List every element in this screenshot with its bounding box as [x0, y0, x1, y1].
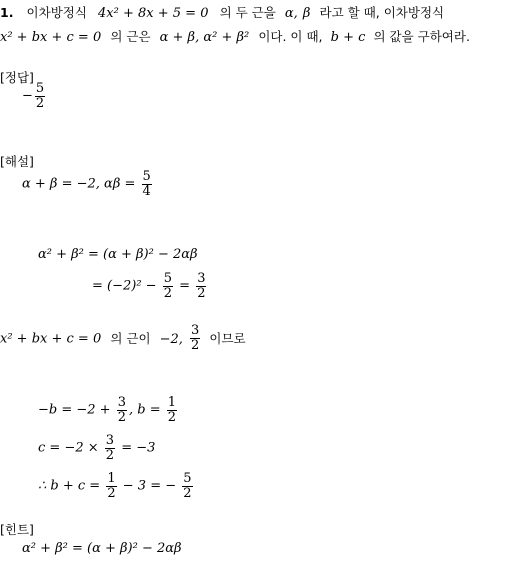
solution-text: 이므로 — [209, 330, 246, 346]
numerator: 3 — [197, 271, 206, 286]
problem-text: 의 값을 구하여라. — [373, 29, 470, 44]
fraction — [190, 324, 200, 352]
fraction — [117, 396, 127, 424]
denominator: 2 — [191, 337, 200, 353]
numerator: 5 — [183, 471, 192, 486]
solution-text: 의 근이 — [110, 330, 151, 346]
answer-value — [22, 82, 47, 110]
denominator: 4 — [142, 183, 151, 199]
denominator: 2 — [35, 95, 45, 111]
solution-eq-2: α² + β² = (α + β)² − 2αβ — [38, 247, 198, 262]
fraction — [182, 472, 192, 500]
eq-text: α + β = −2, αβ = — [22, 176, 136, 192]
eq-text: = −3 — [121, 440, 156, 456]
eq-text: = (−2)² − — [92, 278, 157, 294]
fraction — [167, 396, 177, 424]
solution-eq-5 — [38, 434, 155, 462]
solution-eq-1 — [22, 170, 154, 198]
numerator: 3 — [105, 433, 115, 448]
problem-text: 의 근은 — [110, 29, 151, 44]
numerator: 1 — [107, 471, 116, 486]
numerator: 1 — [167, 395, 177, 410]
hint-label: [힌트] — [0, 522, 34, 537]
problem-number: 1. — [0, 5, 14, 20]
fraction — [106, 472, 116, 500]
problem-text: 라고 할 때, 이차방정식 — [319, 5, 445, 20]
problem-text: 이다. 이 때, — [258, 29, 323, 44]
roots-expression: α + β, α² + β² — [159, 30, 250, 45]
alpha-symbol: α, — [284, 6, 298, 21]
problem-line-2 — [0, 26, 470, 45]
target-expression: b + c — [330, 30, 366, 45]
beta-symbol: β — [302, 6, 311, 21]
fraction — [163, 272, 173, 300]
numerator: 3 — [191, 323, 200, 338]
denominator: 2 — [197, 285, 206, 301]
problem-text: 의 두 근을 — [219, 5, 276, 20]
denominator: 2 — [117, 409, 126, 425]
numerator: 5 — [35, 81, 45, 96]
numerator: 5 — [142, 169, 151, 184]
minus-sign: − — [22, 88, 33, 104]
eq-text: = — [179, 278, 191, 294]
solution-eq-6 — [38, 472, 195, 500]
eq-text: c = −2 × — [38, 440, 99, 456]
denominator: 2 — [183, 485, 192, 501]
numerator: 5 — [163, 271, 172, 286]
denominator: 2 — [163, 285, 172, 301]
solution-eq-3 — [92, 272, 208, 300]
answer-fraction — [35, 82, 45, 110]
eq-text: , b = — [128, 402, 161, 418]
denominator: 2 — [107, 485, 116, 501]
equation-2: x² + bx + c = 0 — [0, 30, 102, 45]
fraction — [142, 170, 152, 198]
equation-1: 4x² + 8x + 5 = 0 — [98, 6, 209, 21]
solution-eq-4 — [38, 396, 179, 424]
fraction — [196, 272, 206, 300]
problem-text: 이차방정식 — [26, 5, 87, 20]
numerator: 3 — [117, 395, 126, 410]
denominator: 2 — [167, 409, 177, 425]
eq-text: ∴ b + c = — [38, 478, 101, 494]
solution-root-line — [0, 324, 246, 352]
solution-label: [해설] — [0, 154, 34, 169]
answer-label: [정답] — [0, 70, 34, 85]
fraction — [105, 434, 115, 462]
value: −2, — [159, 331, 183, 347]
eq-text: −b = −2 + — [38, 402, 111, 418]
equation: x² + bx + c = 0 — [0, 331, 102, 347]
hint-equation: α² + β² = (α + β)² − 2αβ — [22, 541, 182, 556]
problem-line-1 — [0, 2, 444, 21]
eq-text: − 3 = − — [122, 478, 177, 494]
denominator: 2 — [105, 447, 115, 463]
